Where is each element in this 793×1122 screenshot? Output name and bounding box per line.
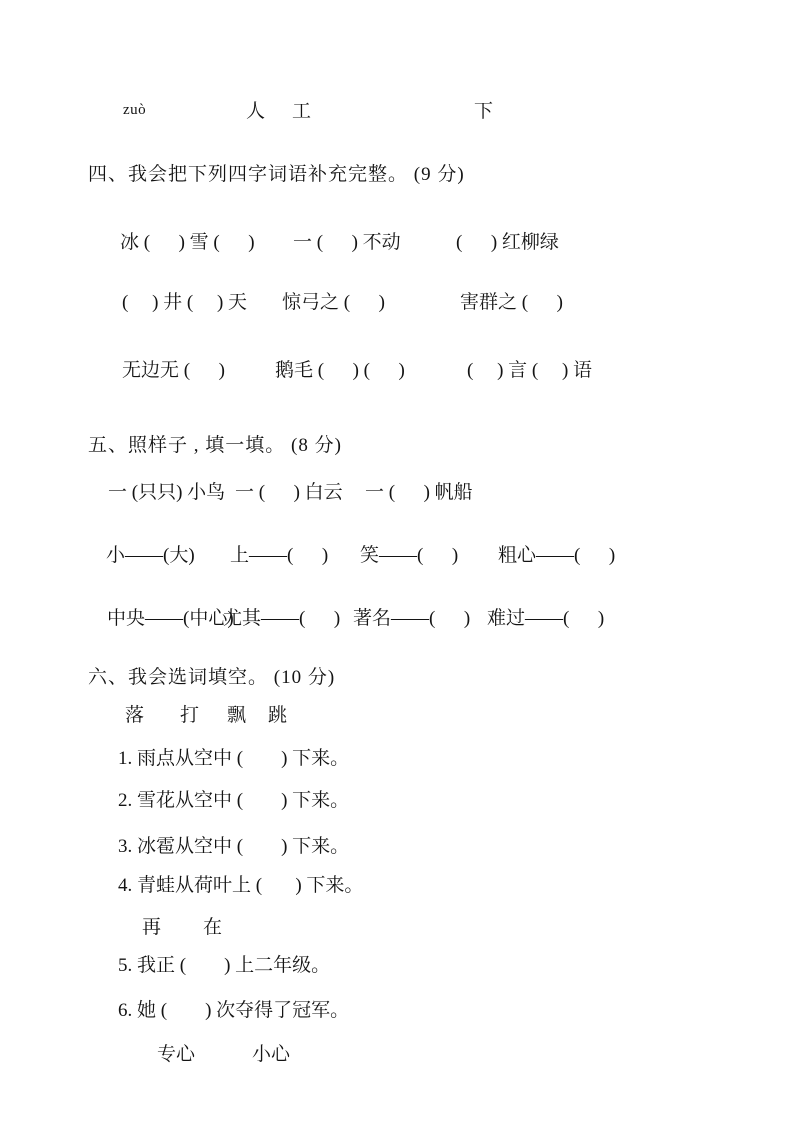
antonym-blank-careless: 粗心——( ) — [498, 545, 616, 566]
section-six-title: 六、我会选词填空。 (10 分) — [88, 667, 336, 688]
antonym-blank-laugh: 笑——( ) — [360, 545, 459, 566]
idiom-blank-yi-budong: 一 ( ) 不动 — [293, 232, 401, 253]
fill-in-sentence-3-hail: 3. 冰雹从空中 ( ) 下来。 — [118, 836, 350, 857]
measure-word-example-bird: 一 (只只) 小鸟 — [108, 482, 226, 503]
synonym-example-center: 中央——(中心) — [107, 608, 234, 629]
antonym-blank-up: 上——( ) — [230, 545, 329, 566]
measure-word-blank-boat: 一 ( ) 帆船 — [365, 482, 473, 503]
synonym-blank-sad: 难过——( ) — [487, 608, 605, 629]
fill-in-sentence-6-champion: 6. 她 ( ) 次夺得了冠军。 — [118, 1000, 350, 1021]
word-bank-zai-at: 在 — [203, 917, 223, 938]
idiom-blank-jinggongzhi: 惊弓之 ( ) — [282, 292, 385, 313]
section-five-title: 五、照样子 , 填一填。 (8 分) — [88, 435, 342, 456]
pinyin-annotation-zuo: zuò — [123, 102, 147, 118]
word-bank-verb-da: 打 — [180, 705, 200, 726]
idiom-blank-emao: 鹅毛 ( ) ( ) — [275, 360, 405, 381]
antonym-example-small-big: 小——(大) — [106, 545, 195, 566]
idiom-blank-wubianwu: 无边无 ( ) — [122, 360, 225, 381]
word-bank-verb-piao: 飘 — [227, 705, 247, 726]
fill-in-sentence-4-frog: 4. 青蛙从荷叶上 ( ) 下来。 — [118, 875, 364, 896]
word-bank-zai-again: 再 — [142, 917, 162, 938]
idiom-blank-yan-yu: ( ) 言 ( ) 语 — [467, 360, 593, 381]
word-bank-xiaoxin: 小心 — [252, 1044, 291, 1065]
measure-word-blank-cloud: 一 ( ) 白云 — [235, 482, 343, 503]
hanzi-fragment-gong: 工 — [292, 101, 312, 122]
idiom-blank-haiqunzhi: 害群之 ( ) — [460, 292, 563, 313]
synonym-blank-especially: 尤其——( ) — [223, 608, 341, 629]
word-bank-verb-luo: 落 — [125, 705, 145, 726]
synonym-blank-famous: 著名——( ) — [353, 608, 471, 629]
idiom-blank-hong-liu-lv: ( ) 红柳绿 — [456, 232, 559, 253]
hanzi-fragment-xia: 下 — [474, 101, 494, 122]
word-bank-zhuanxin: 专心 — [157, 1044, 196, 1065]
idiom-blank-bing-xue: 冰 ( ) 雪 ( ) — [120, 232, 255, 253]
idiom-blank-jing-tian: ( ) 井 ( ) 天 — [122, 292, 248, 313]
hanzi-fragment-ren: 人 — [246, 101, 266, 122]
fill-in-sentence-5-grade: 5. 我正 ( ) 上二年级。 — [118, 955, 331, 976]
fill-in-sentence-2-snowflakes: 2. 雪花从空中 ( ) 下来。 — [118, 790, 350, 811]
fill-in-sentence-1-raindrops: 1. 雨点从空中 ( ) 下来。 — [118, 748, 350, 769]
word-bank-verb-tiao: 跳 — [268, 705, 288, 726]
section-four-title: 四、我会把下列四字词语补充完整。 (9 分) — [88, 164, 465, 185]
